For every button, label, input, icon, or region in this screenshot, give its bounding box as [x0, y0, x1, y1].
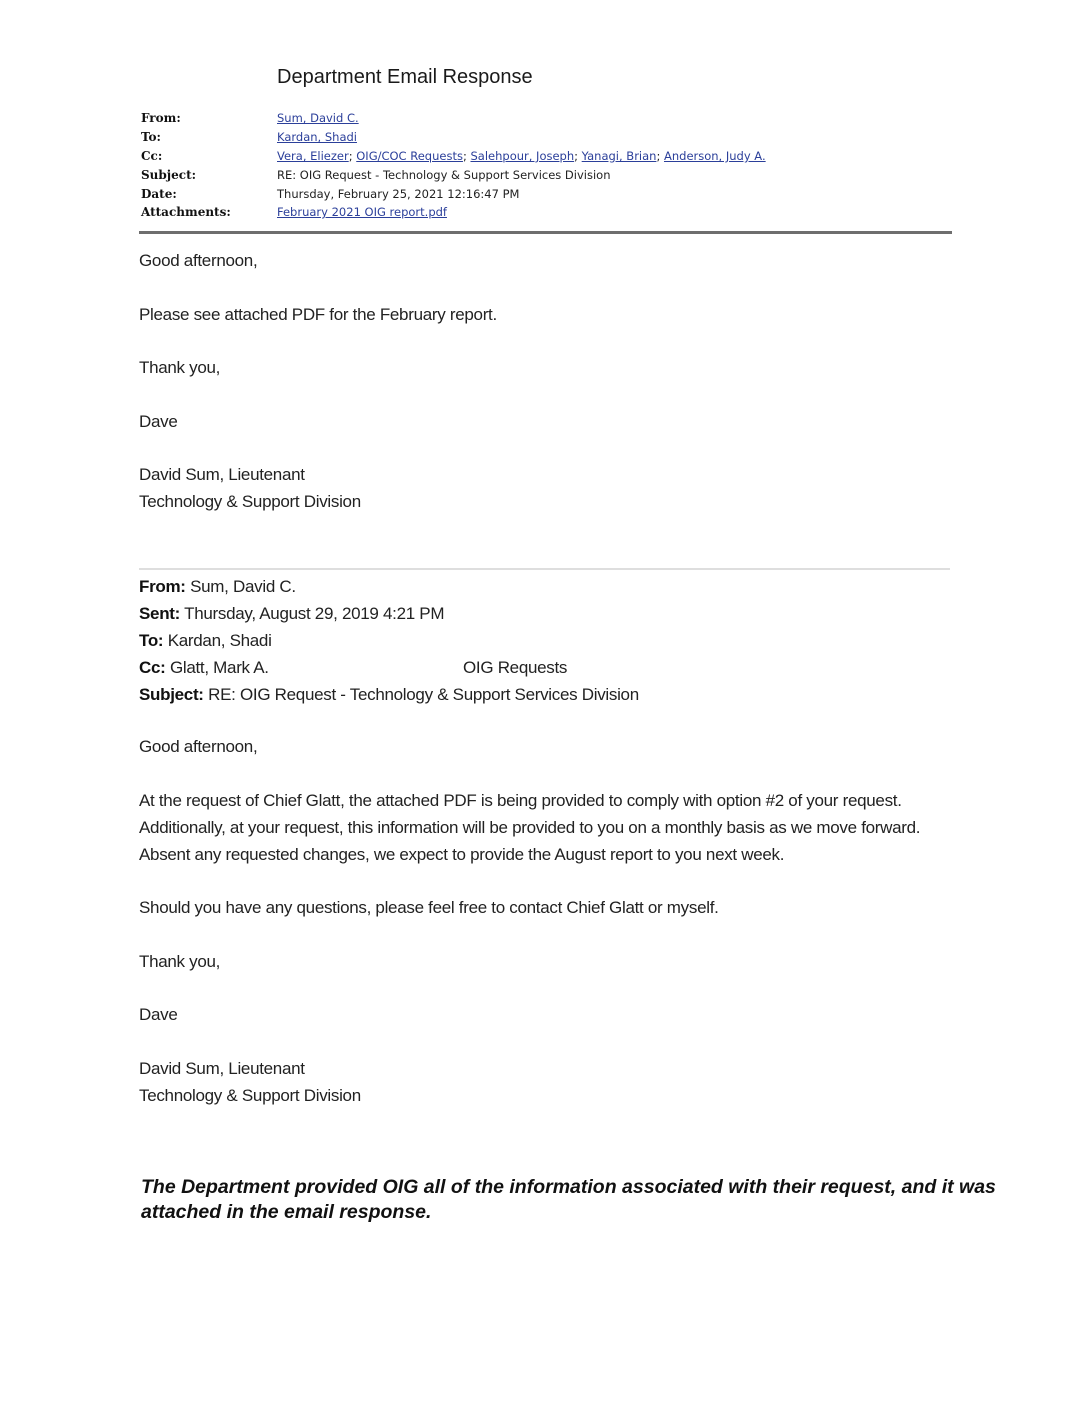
from-label: From:	[141, 111, 181, 126]
fwd-subject-label: Subject:	[139, 685, 204, 704]
fwd-subject-value: RE: OIG Request - Technology & Support Services Division	[208, 685, 639, 704]
fwd-cc-label: Cc:	[139, 658, 166, 677]
forwarded-header	[139, 573, 639, 708]
reply-signature-name: David Sum, Lieutenant	[139, 465, 305, 484]
attachments-label: Attachments:	[141, 205, 231, 220]
subject-value: RE: OIG Request - Technology & Support Services Division	[277, 167, 611, 182]
reply-message: Please see attached PDF for the February report.	[139, 304, 497, 324]
reply-body	[139, 247, 497, 515]
fwd-signature-division: Technology & Support Division	[139, 1085, 361, 1105]
cc-recipient-link[interactable]: Vera, Eliezer	[277, 148, 349, 163]
fwd-paragraph: At the request of Chief Glatt, the attached PDF is being provided to comply with option #2 of your request. Additionally, at your request, this information will be provided to you on a monthly basis as we move forward. Absent any requested changes, we expect to provide the August report to you next week.	[139, 790, 921, 864]
fwd-sent-value: Thursday, August 29, 2019 4:21 PM	[184, 604, 445, 623]
fwd-questions: Should you have any questions, please feel free to contact Chief Glatt or myself.	[139, 898, 719, 917]
fwd-greeting: Good afternoon,	[139, 737, 258, 756]
fwd-signoff: Dave	[139, 1005, 178, 1024]
fwd-signature-name: David Sum, Lieutenant	[139, 1058, 305, 1078]
cc-recipient-link[interactable]: Salehpour, Joseph	[470, 148, 575, 163]
fwd-to-label: To:	[139, 631, 164, 650]
reply-closing: Thank you,	[139, 358, 221, 377]
attachment-link[interactable]: February 2021 OIG report.pdf	[277, 205, 447, 220]
fwd-subject-row	[139, 681, 639, 708]
email-header	[141, 109, 766, 222]
header-row-date	[141, 184, 766, 203]
cc-recipients	[277, 147, 766, 166]
from-link[interactable]: Sum, David C.	[277, 111, 359, 126]
fwd-from-label: From:	[139, 577, 186, 596]
header-row-to	[141, 128, 766, 147]
fwd-to-value: Kardan, Shadi	[167, 631, 272, 650]
oig-note: The Department provided OIG all of the information associated with their request, and it was attached in the email response.	[141, 1176, 996, 1223]
fwd-cc-row	[139, 654, 639, 681]
reply-greeting: Good afternoon,	[139, 251, 258, 270]
cc-recipient-link[interactable]: Anderson, Judy A.	[663, 148, 766, 163]
fwd-closing: Thank you,	[139, 951, 221, 971]
cc-separator: ;	[348, 148, 353, 163]
cc-separator: ;	[656, 148, 661, 163]
date-value: Thursday, February 25, 2021 12:16:47 PM	[277, 186, 520, 201]
fwd-cc-value: Glatt, Mark A.	[169, 658, 269, 677]
fwd-to-row	[139, 627, 639, 654]
fwd-from-row	[139, 573, 639, 600]
document-title: Department Email Response	[277, 66, 533, 88]
reply-signoff: Dave	[139, 411, 178, 431]
cc-label: Cc:	[141, 148, 163, 163]
forward-divider	[139, 568, 950, 570]
header-row-subject	[141, 165, 766, 184]
header-row-from	[141, 109, 766, 128]
forwarded-body	[139, 733, 959, 1109]
cc-separator: ;	[462, 148, 467, 163]
reply-signature-division: Technology & Support Division	[139, 492, 361, 511]
header-row-cc	[141, 147, 766, 166]
fwd-from-value: Sum, David C.	[190, 577, 296, 596]
cc-separator: ;	[574, 148, 579, 163]
fwd-cc-extra: OIG Requests	[463, 658, 568, 677]
cc-recipient-link[interactable]: Yanagi, Brian	[581, 148, 657, 163]
to-label: To:	[141, 130, 161, 145]
header-row-attachments	[141, 203, 766, 222]
fwd-sent-label: Sent:	[139, 604, 181, 623]
cc-recipient-link[interactable]: OIG/COC Requests	[356, 148, 463, 163]
date-label: Date:	[141, 186, 177, 201]
subject-label: Subject:	[141, 167, 197, 182]
header-divider	[139, 231, 952, 234]
fwd-sent-row	[139, 600, 639, 627]
to-link[interactable]: Kardan, Shadi	[277, 130, 357, 145]
